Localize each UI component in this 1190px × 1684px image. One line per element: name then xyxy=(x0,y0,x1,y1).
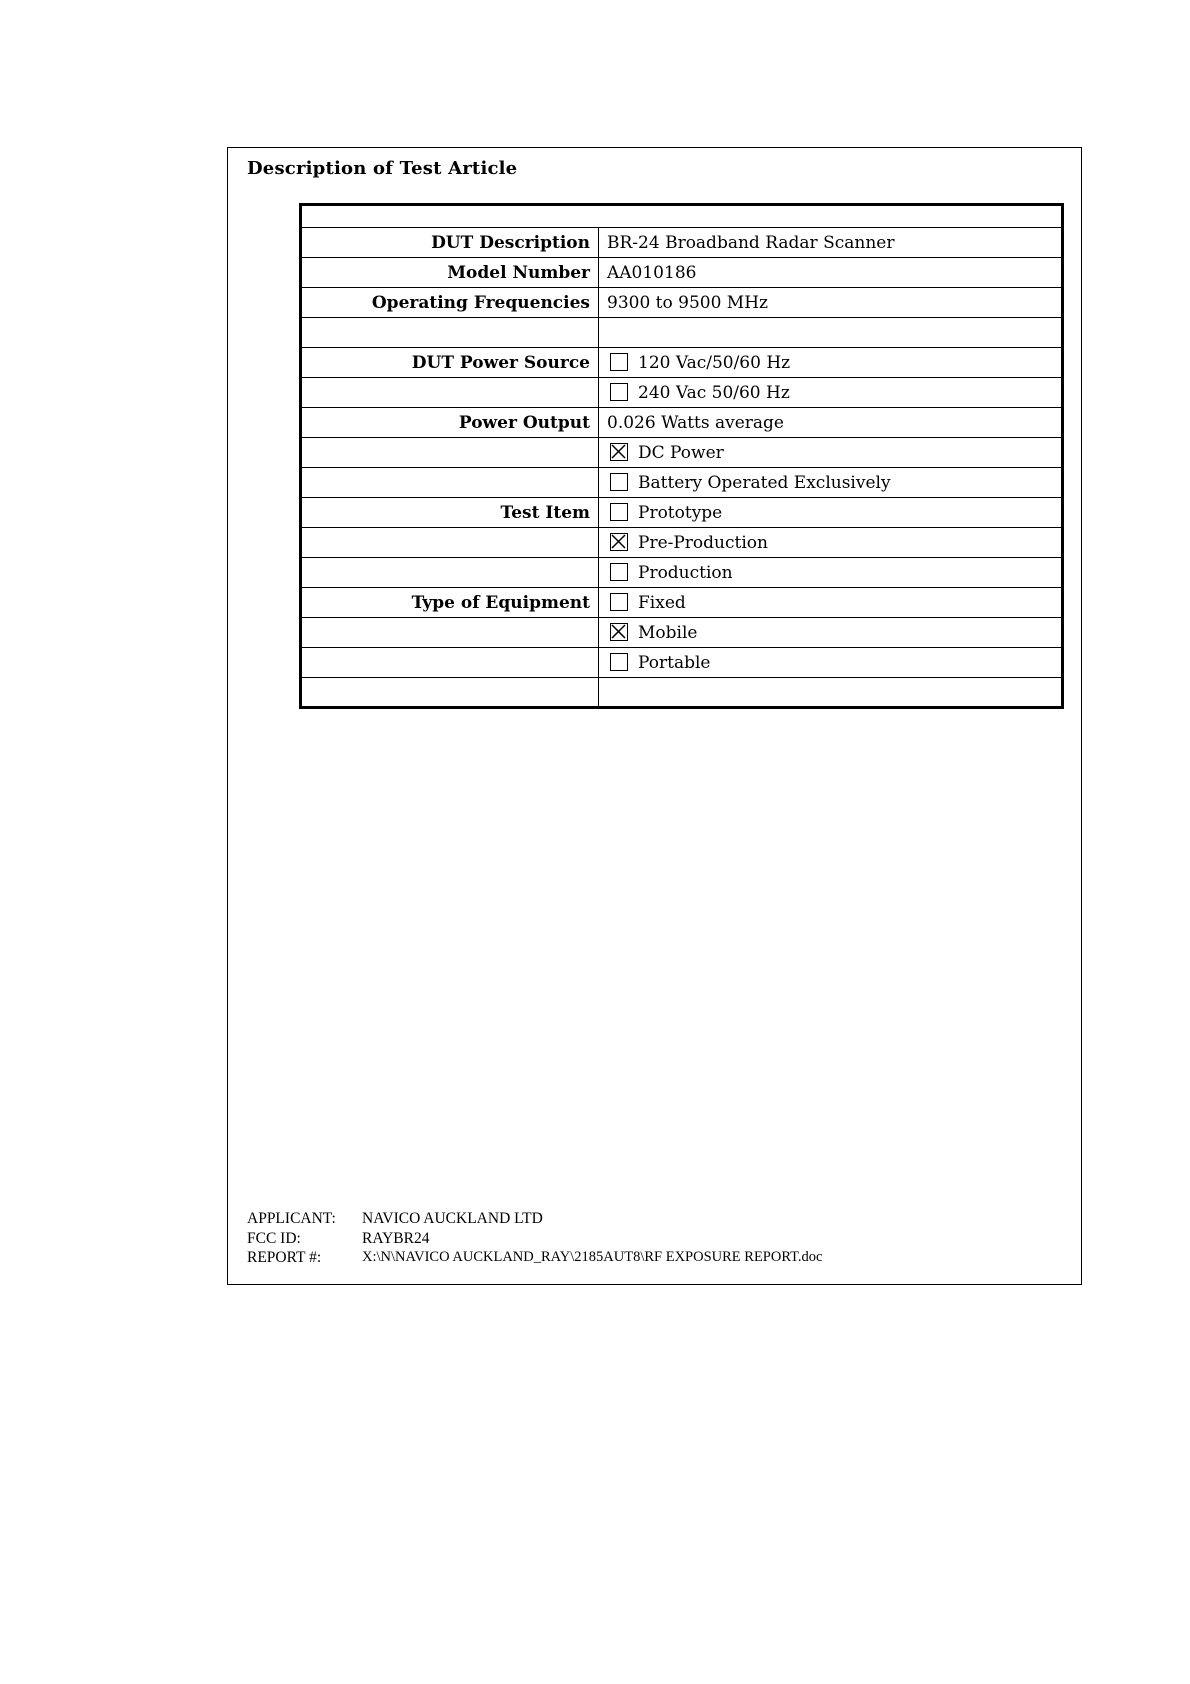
row-label: DUT Power Source xyxy=(301,348,599,378)
checkbox-checked-icon xyxy=(610,443,628,461)
row-label: Model Number xyxy=(301,258,599,288)
fcc-id-label: FCC ID: xyxy=(247,1229,301,1247)
row-label xyxy=(301,378,599,408)
row-value-cell xyxy=(599,438,1063,468)
row-value-cell xyxy=(599,288,1063,318)
row-value-cell xyxy=(599,258,1063,288)
row-value: 240 Vac 50/60 Hz xyxy=(638,382,790,403)
row-value-cell xyxy=(599,618,1063,648)
row-value: Prototype xyxy=(638,502,723,523)
table-row xyxy=(301,258,1063,288)
applicant-label: APPLICANT: xyxy=(247,1210,336,1227)
row-label: Test Item xyxy=(301,498,599,528)
row-label xyxy=(301,678,599,708)
checkbox-unchecked-icon xyxy=(610,563,628,581)
checkbox-checked-icon xyxy=(610,533,628,551)
table-row xyxy=(301,468,1063,498)
table-row xyxy=(301,438,1063,468)
footer-fcc-id xyxy=(247,1229,823,1249)
checkbox-unchecked-icon xyxy=(610,473,628,491)
section-title: Description of Test Article xyxy=(247,158,518,179)
row-value: 9300 to 9500 MHz xyxy=(607,292,768,313)
row-value-cell xyxy=(599,318,1063,348)
row-value-cell xyxy=(599,588,1063,618)
table-row xyxy=(301,318,1063,348)
report-label: REPORT #: xyxy=(247,1249,322,1266)
checkbox-unchecked-icon xyxy=(610,593,628,611)
row-value: Battery Operated Exclusively xyxy=(638,472,891,493)
row-label xyxy=(301,528,599,558)
checkbox-checked-icon xyxy=(610,623,628,641)
row-value: DC Power xyxy=(638,442,724,463)
checkbox-unchecked-icon xyxy=(610,503,628,521)
table-header-spacer xyxy=(301,205,1063,228)
row-value-cell xyxy=(599,378,1063,408)
table-row xyxy=(301,528,1063,558)
table-row xyxy=(301,378,1063,408)
table-row xyxy=(301,648,1063,678)
table-row xyxy=(301,228,1063,258)
footer-report xyxy=(247,1248,823,1268)
row-label xyxy=(301,318,599,348)
document-frame xyxy=(227,147,1082,1285)
row-value-cell xyxy=(599,228,1063,258)
test-article-table xyxy=(299,203,1064,709)
report-path-value: X:\N\NAVICO AUCKLAND_RAY\2185AUT8\RF EXPOSURE REPORT.doc xyxy=(362,1249,823,1265)
table-row xyxy=(301,498,1063,528)
spacer-cell xyxy=(301,205,1063,228)
table-row xyxy=(301,558,1063,588)
checkbox-unchecked-icon xyxy=(610,653,628,671)
row-label: Power Output xyxy=(301,408,599,438)
row-label xyxy=(301,618,599,648)
row-value: Production xyxy=(638,562,733,583)
row-value: BR-24 Broadband Radar Scanner xyxy=(607,232,895,253)
row-label xyxy=(301,648,599,678)
table-row xyxy=(301,408,1063,438)
row-value: Pre-Production xyxy=(638,532,768,553)
row-value-cell xyxy=(599,408,1063,438)
test-article-table-body xyxy=(301,205,1063,708)
row-label xyxy=(301,438,599,468)
row-value-cell xyxy=(599,468,1063,498)
table-row xyxy=(301,348,1063,378)
table-row xyxy=(301,618,1063,648)
row-value-cell xyxy=(599,558,1063,588)
row-label: Operating Frequencies xyxy=(301,288,599,318)
checkbox-unchecked-icon xyxy=(610,353,628,371)
row-value-cell xyxy=(599,348,1063,378)
row-value-cell xyxy=(599,498,1063,528)
row-value: Fixed xyxy=(638,592,686,613)
row-value: Mobile xyxy=(638,622,698,643)
table-row xyxy=(301,678,1063,708)
row-value: 120 Vac/50/60 Hz xyxy=(638,352,791,373)
row-value-cell xyxy=(599,528,1063,558)
row-value-cell xyxy=(599,678,1063,708)
checkbox-unchecked-icon xyxy=(610,383,628,401)
row-value: AA010186 xyxy=(607,262,697,283)
row-value-cell xyxy=(599,648,1063,678)
document-footer xyxy=(247,1209,823,1268)
row-label xyxy=(301,558,599,588)
row-label: DUT Description xyxy=(301,228,599,258)
row-label xyxy=(301,468,599,498)
row-value: 0.026 Watts average xyxy=(607,412,784,433)
table-row xyxy=(301,588,1063,618)
applicant-value: NAVICO AUCKLAND LTD xyxy=(362,1210,543,1227)
table-row xyxy=(301,288,1063,318)
footer-applicant xyxy=(247,1209,823,1229)
row-value: Portable xyxy=(638,652,711,673)
fcc-id-value: RAYBR24 xyxy=(362,1229,430,1247)
row-label: Type of Equipment xyxy=(301,588,599,618)
